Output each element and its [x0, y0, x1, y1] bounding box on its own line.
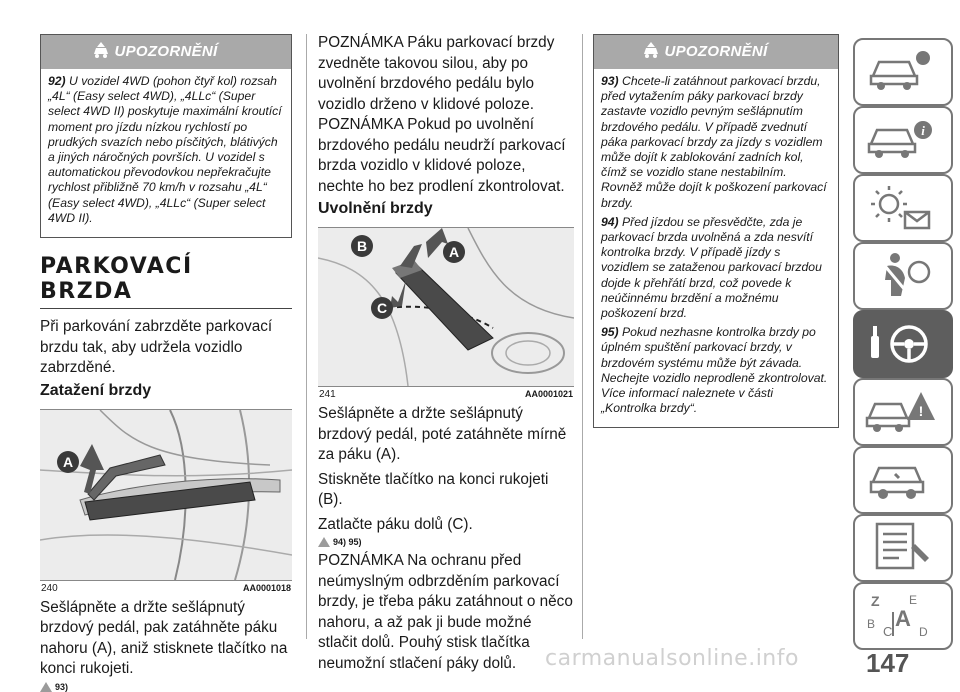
tab-car-information[interactable]	[853, 106, 953, 174]
warning-item-2-number: 94)	[601, 214, 619, 229]
svg-text:E: E	[909, 593, 918, 607]
subtitle-release-brake: Uvolnění brzdy	[318, 200, 433, 217]
figure-code: AA0001018	[242, 582, 291, 593]
car-info-icon	[865, 46, 935, 96]
svg-text:!: !	[918, 403, 924, 419]
tab-technical-data[interactable]	[853, 514, 953, 582]
warning-item-1-text: Chcete-li zatáhnout parkovací brzdu, před vytažením páky parkovací brzdy zastavte vozidlo pevným sešlápnutím brzdového pedálu. V případě zvednutí páka parkovací brzdy za jízdy s vozidlem může dojít k zablokování zadních kol, čímž se vozidlo stane nestabilním. Rovněž může dojít k poškození parkovací brzdy.	[601, 74, 827, 210]
warning-item-2-text: Před jízdou se přesvědčte, zda je parkovací brzda uvolněná a zda nesvítí kontrolka brzdy. V případě jízdy s vozidlem se zataženou parkovací brzdou dojde k přehřátí brzd, což povede k neúčinnému brzdění a možnému poškození brzd.	[601, 214, 822, 321]
warning-header-right	[594, 35, 838, 69]
car-info-i-icon	[865, 114, 935, 164]
tab-warning-lights[interactable]	[853, 174, 953, 242]
figure-241	[318, 227, 574, 387]
warning-triangle-icon	[318, 537, 330, 547]
figure-number-2: 241	[319, 389, 336, 400]
warning-reference-numbers: 94) 95)	[333, 537, 362, 547]
watermark: carmanualsonline.info	[545, 646, 799, 671]
middle-column	[318, 0, 574, 674]
figure-code-2: AA0001021	[524, 389, 573, 399]
svg-text:C: C	[883, 624, 893, 639]
svg-text:A: A	[895, 606, 911, 631]
tab-starting-driving[interactable]	[853, 310, 953, 378]
svg-text:D: D	[919, 625, 928, 639]
figure-label-a: A	[62, 453, 74, 470]
svg-text:i: i	[921, 123, 925, 138]
steering-key-icon	[865, 318, 935, 368]
warning-reference	[40, 682, 292, 692]
subtitle-apply-brake: Zatažení brzdy	[40, 381, 152, 399]
release-step-3: Zatlačte páku dolů (C).	[318, 515, 473, 533]
right-column	[593, 0, 839, 428]
warning-box-right	[593, 34, 839, 428]
figure-label-a2: A	[448, 244, 460, 260]
warning-box-left	[40, 34, 292, 238]
car-service-icon	[865, 454, 935, 504]
svg-text:B: B	[867, 617, 876, 631]
warning-item-1-number: 93)	[601, 74, 619, 88]
release-step-1: Sešlápněte a držte sešlápnutý brzdový pedál, poté zatáhněte mírně za páku (A).	[318, 405, 567, 463]
section-title: PARKOVACÍ BRZDA	[40, 254, 193, 305]
tab-safety[interactable]	[853, 242, 953, 310]
warning-reference-2	[318, 537, 574, 547]
page-number: 147	[866, 648, 910, 678]
tab-emergency[interactable]	[853, 378, 953, 446]
figure-caption	[40, 581, 292, 594]
warning-header	[41, 35, 291, 69]
index-az-icon	[865, 590, 935, 640]
warning-title: UPOZORNĚNÍ	[114, 43, 218, 60]
warning-lights-icon	[865, 182, 935, 232]
note-1: POZNÁMKA Páku parkovací brzdy zvedněte takovou silou, aby po uvolnění brzdového pedálu bylo vozidlo drženo v klidové poloze.	[318, 34, 555, 113]
note-3: POZNÁMKA Na ochranu před neúmyslným odbrzděním parkovací brzdy, je třeba páku zatáhnout o něco nahoru, a až pak ji bude možné stlačit dolů. Pouhý stisk tlačítka neumožní stlačení páky dolů.	[318, 552, 573, 672]
figure-caption-2	[318, 387, 574, 400]
column-divider	[306, 34, 307, 639]
tab-car-info[interactable]	[853, 38, 953, 106]
warning-item-3-number: 95)	[601, 325, 619, 340]
warning-body: U vozidel 4WD (pohon čtyř kol) rozsah „4L“ (Easy select 4WD), „4LLc“ (Super select 4WD II) poskytuje maximální kroutící moment pro jízdu nízkou rychlostí po prudkých svazích nebo písčitých, blátivých a jiných náročných površích. U vozidel s automatickou převodovkou nepřekračujte rychlost přibližně 70 km/h v rozsahu „4L“ (Easy select 4WD), „4LLc“ (Super select 4WD II).	[48, 74, 282, 225]
car-warning-icon	[865, 386, 935, 436]
technical-data-icon	[865, 522, 935, 572]
warning-text-right	[594, 69, 838, 427]
tab-index[interactable]	[853, 582, 953, 650]
handbrake-apply-illustration	[40, 410, 292, 580]
column-divider-2	[582, 34, 583, 639]
warning-triangle-icon	[40, 682, 52, 692]
warning-item-3-text: Pokud nezhasne kontrolka brzdy po úplném spuštění parkovací brzdy, v brzdovém systému může být závada. Nechejte vozidlo neprodleně zkontrolovat. Více informací naleznete v části „Kontrolka brzdy“.	[601, 325, 828, 416]
apply-instruction: Sešlápněte a držte sešlápnutý brzdový pedál, pak zatáhněte páku nahoru (A), aniž stisknete tlačítko na konci rukojeti.	[40, 598, 288, 678]
seatbelt-airbag-icon	[865, 250, 935, 300]
warning-reference-number: 93)	[55, 681, 69, 692]
note-2: POZNÁMKA Pokud po uvolnění brzdového pedálu neudrží parkovací brzda vozidlo v klidové poloze, nechte ho bez prodlení zkontrolovat.	[318, 116, 566, 195]
intro-text: Při parkování zabrzděte parkovací brzdu tak, aby udržela vozidlo zabrzděné.	[40, 318, 273, 377]
release-step-2: Stiskněte tlačítko na konci rukojeti (B).	[318, 470, 549, 508]
warning-ref-number: 92)	[48, 74, 66, 88]
svg-text:Z: Z	[871, 593, 880, 609]
warning-title-right: UPOZORNĚNÍ	[664, 43, 768, 60]
warning-text	[41, 69, 291, 237]
left-column	[40, 0, 292, 692]
title-rule	[40, 308, 292, 309]
tab-maintenance[interactable]	[853, 446, 953, 514]
figure-label-c: C	[376, 300, 388, 316]
handbrake-release-illustration	[318, 228, 574, 386]
figure-number: 240	[41, 582, 58, 594]
figure-240	[40, 409, 292, 581]
figure-label-b: B	[356, 238, 368, 254]
